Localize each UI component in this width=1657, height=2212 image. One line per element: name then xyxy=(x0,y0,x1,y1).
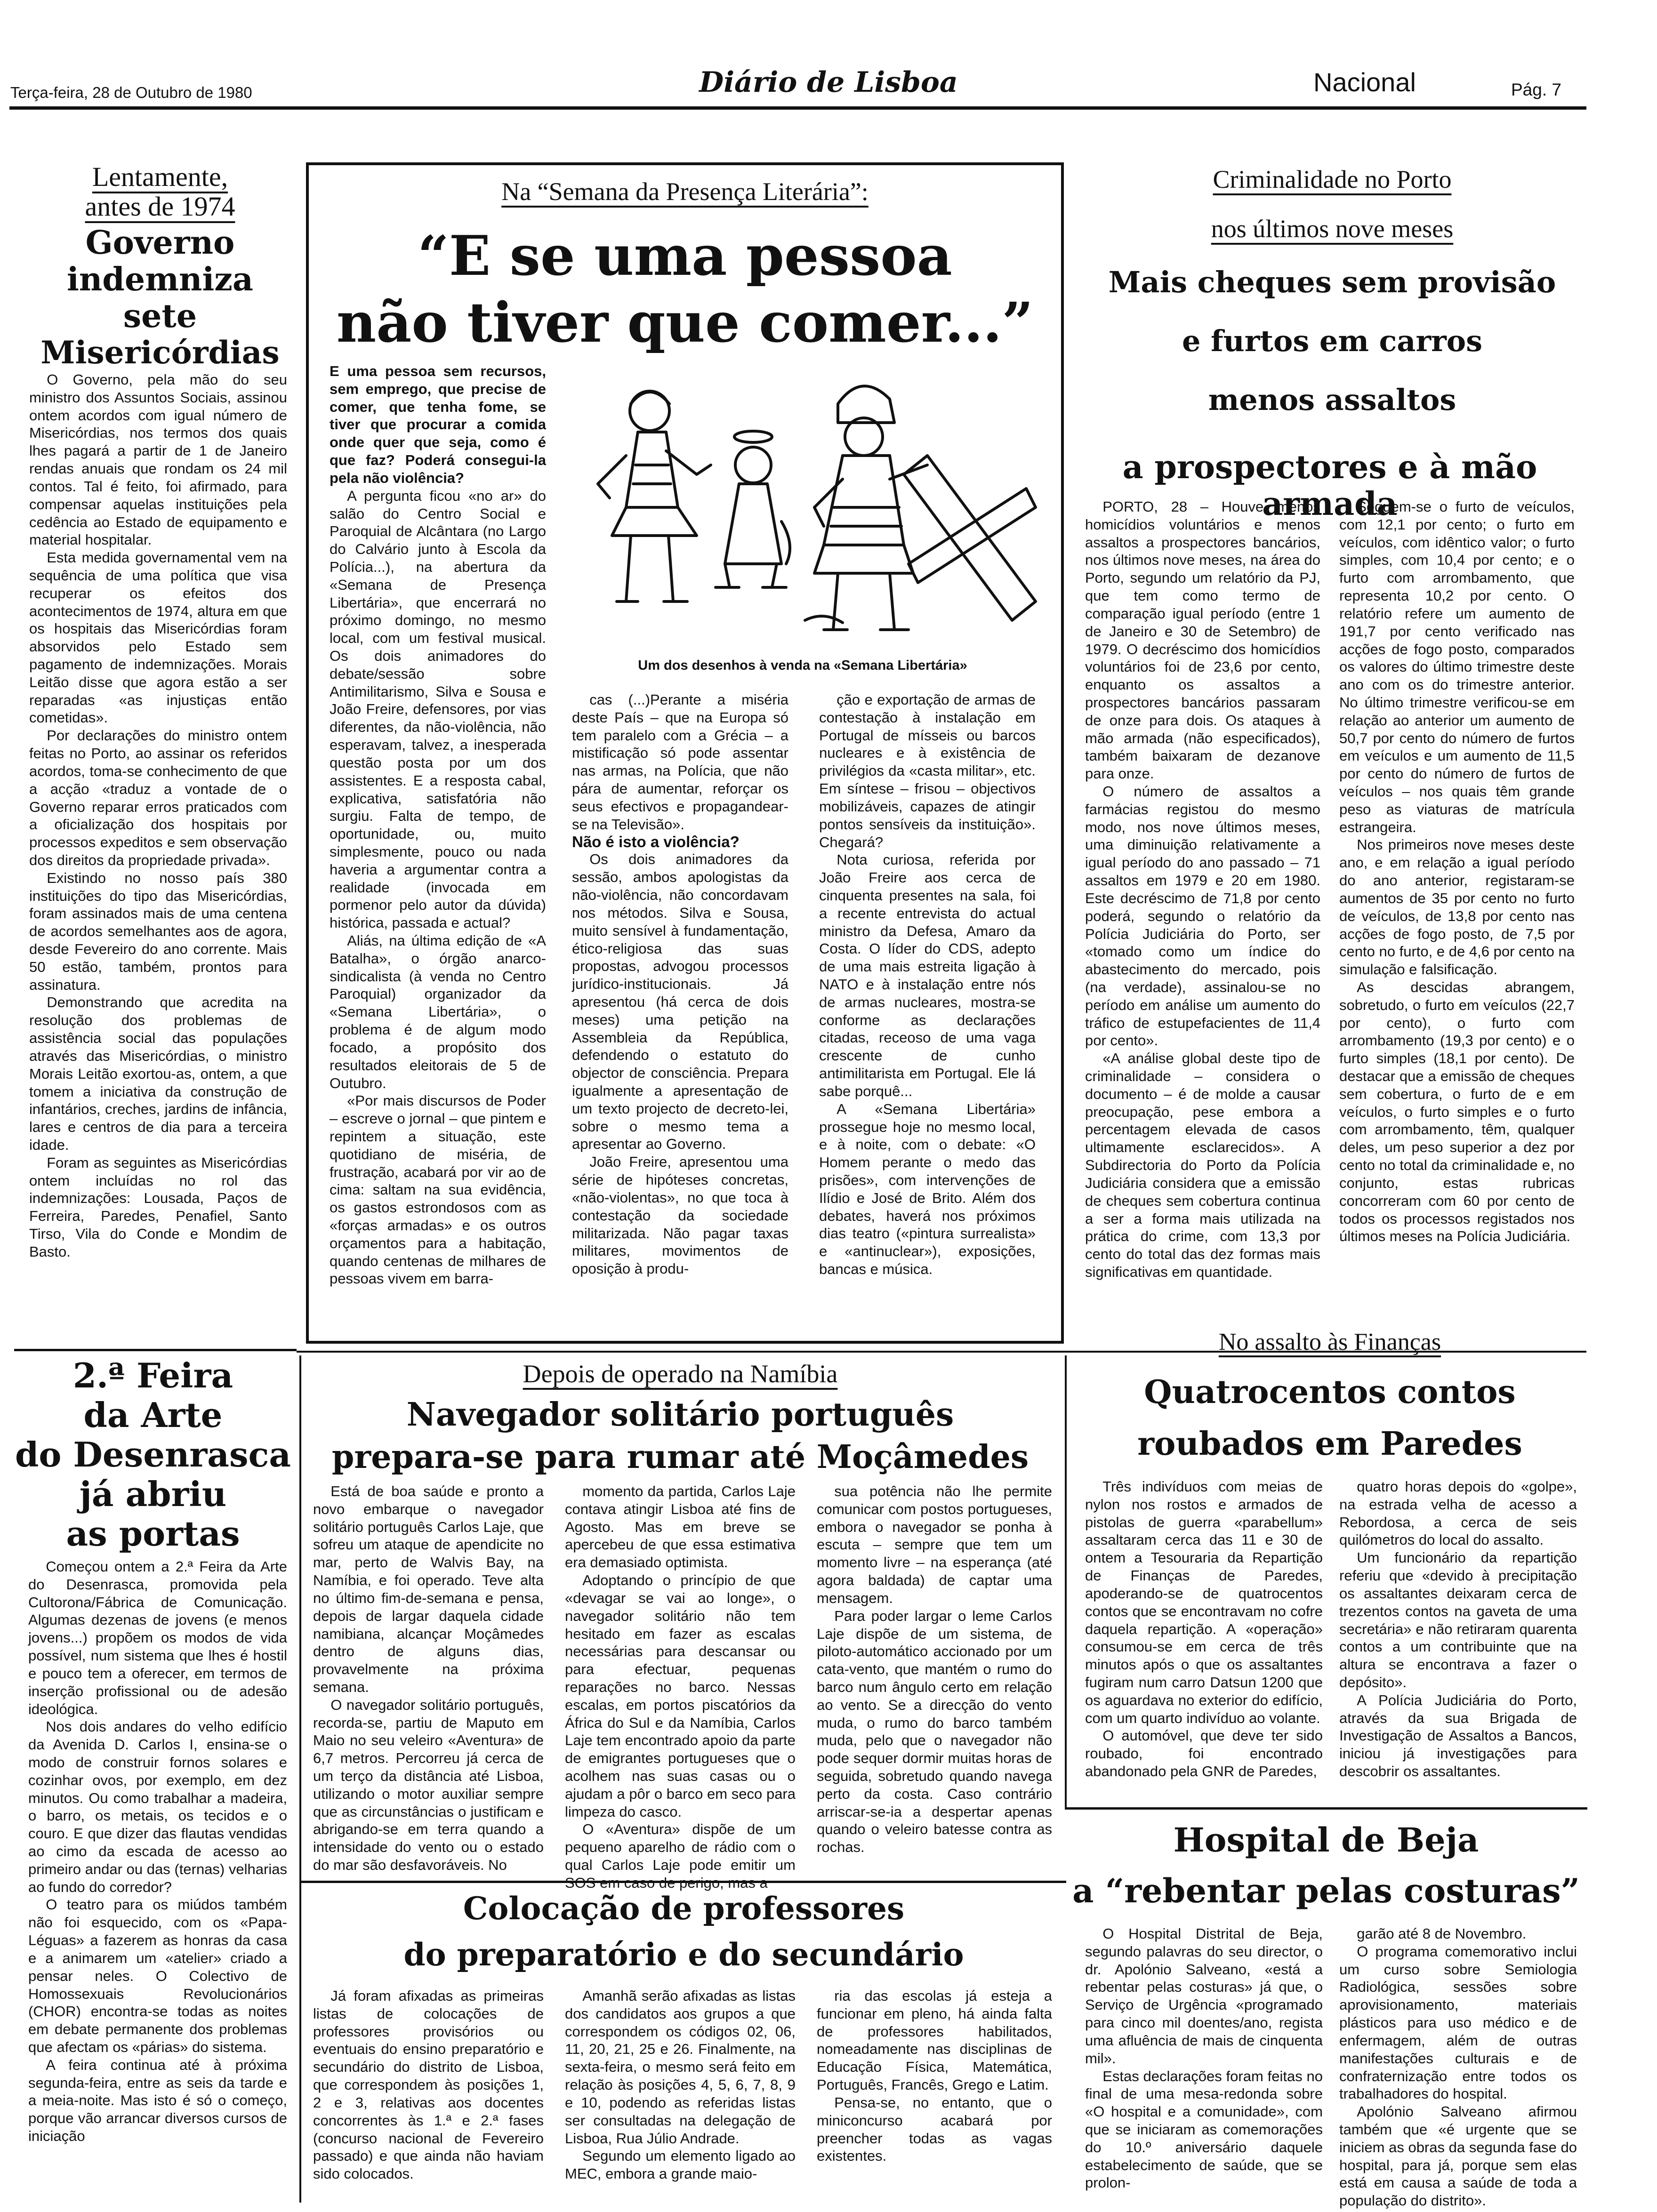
art7-paragraph: Pensa-se, no entanto, que o miniconcurso acabará por preencher todas as vagas existentes. xyxy=(817,2094,1052,2164)
art6-kicker: No assalto às Finanças xyxy=(1218,1329,1441,1355)
art7-col-2 xyxy=(565,1987,796,2204)
art3-paragraph: Nos primeiros nove meses deste ano, e em relação a igual período do ano anterior, registaram-se aumentos de 35 por cento no furto de veículos, de 13,8 por cento nas acções de fogo posto, de 7,5 por cento no furto, e de 4,6 por cento na simulação e falsificação. xyxy=(1339,836,1575,978)
art2-illustration-caption: Um dos desenhos à venda na «Semana Libertária» xyxy=(638,658,967,673)
art8-title-1: Hospital de Beja xyxy=(1173,1820,1479,1859)
art5-paragraph: sua potência não lhe permite comunicar com postos portugueses, embora o navegador se ponha à escuta – sempre que tem um momento livre – na esperança (até agora baldada) de captar uma mensagem. xyxy=(817,1483,1052,1606)
art7-col-1 xyxy=(313,1987,544,2204)
art7-paragraph: Já foram afixadas as primeiras listas de colocações de professores provisórios ou eventuais do ensino preparatório e secundário do distrito de Lisboa, que correspondem às posições 1, 2 e 3, relativas aos docentes concorrentes às 1.ª e 2.ª fases (concurso nacional de Fevereiro passado) e que ainda não haviam sido colocados. xyxy=(313,1988,544,2182)
art2-subhead: Não é isto a violência? xyxy=(572,833,740,850)
art5-paragraph: Para poder largar o leme Carlos Laje dispõe de um sistema, de piloto-automático accionado por um cata-vento, que mantém o rumo do barco num ângulo certo em relação ao vento. Se a direcção do vento muda, o rumo do barco também muda, pelo que o navegador não pode sequer dormir muitas horas de seguida, sobretudo quando navega perto da costa. Caso contrário arriscar-se-ia a despertar apenas quando o veleiro batesse contra as rochas. xyxy=(817,1607,1052,1856)
art2-title-1: “E se uma pessoa xyxy=(418,224,952,288)
art1-paragraph: Existindo no nosso país 380 instituições do tipo das Misericórdias, foram assinados mais de uma centena de acordos semelhantes aos de agora, desde Fevereiro do ano corrente. Mais 50 estão, também, prontos para assinatura. xyxy=(29,869,287,993)
art2-paragraph: A pergunta ficou «no ar» do salão do Centro Social e Paroquial de Alcântara (no Largo do Calvário junto à Escola da Polícia...), na abertura da «Semana de Presença Libertária», que encerrará no próximo domingo, no mesmo local, com um festival musical. Os dois animadores do debate/sessão sobre Antimilitarismo, Silva e Sousa e João Freire, defensores, por vias diferentes, da não-violência, não esperavam, talvez, a inesperada questão posta por um dos assistentes. E a resposta cabal, explicativa, satisfatória não surgiu. Falta de tempo, de oportunidade, ou, muito simplesmente, pouco ou nada haveria a argumentar contra a realidade (invocada em pormenor pelo autor da dúvida) histórica, passada e actual? xyxy=(330,487,546,931)
art7-title-1: Colocação de professores xyxy=(463,1890,905,1927)
art4-paragraph: A feira continua até à próxima segunda-feira, entre as seis da tarde e a meia-noite. Mas isto é só o começo, porque vão arrancar diversos cursos de iniciação xyxy=(28,2056,287,2144)
art8-paragraph: garão até 8 de Novembro. xyxy=(1357,1925,1527,1942)
art5-paragraph: Adoptando o princípio de que «devagar se vai ao longe», o navegador solitário não tem hesitado em fazer as escalas necessárias para descansar ou para efectuar, pequenas reparações no barco. Nessas escalas, em portos piscatórios da África do Sul e da Namíbia, Carlos Laje tem encontrado apoio da parte de emigrantes portugueses que o acolhem nas suas casas ou o ajudam a pôr o barco em seco para limpeza do casco. xyxy=(565,1572,796,1820)
art2-paragraph: Nota curiosa, referida por João Freire aos cerca de cinquenta presentes na sala, foi a recente entrevista do actual ministro da Defesa, Amaro da Costa. O líder do CDS, adepto de uma mais estreita ligação à NATO e à instalação entre nós de armas nucleares, mostra-se conforme as declarações citadas, receoso de uma vaga crescente de cunho antimilitarista em Portugal. Ele lá sabe porquê... xyxy=(819,851,1036,1099)
art4-paragraph: Nos dois andares do velho edifício da Avenida D. Carlos I, ensina-se o modo de construir fornos solares e cozinhar ovos, por exemplo, em dez minutos. Ou como trabalhar a madeira, o barro, os metais, os tecidos e o couro. E que dizer das flautas vendidas ao cimo da escada de acesso ao primeiro andar ou das (ternas) velharias ao fundo do corredor? xyxy=(28,1718,287,1895)
masthead-logo: Diário de Lisboa xyxy=(699,66,958,99)
art2-col-2 xyxy=(572,691,788,1331)
art1-paragraph: O Governo, pela mão do seu ministro dos Assuntos Sociais, assinou ontem acordos com igual número de Misericórdias, nos termos dos quais lhes pagará a partir de 1 de Janeiro rendas anuais que rondam os 24 mil contos. Tal é feito, foi afirmado, para compensar aquelas instituições pela cedência ao Estado de equipamento e material hospitalar. xyxy=(29,371,287,548)
art2-paragraph: Os dois animadores da sessão, ambos apologistas da não-violência, não concordavam nos métodos. Silva e Sousa, muito sensível à fundamentação, ético-religiosa das suas propostas, advogou processos jurídico-institucionais. Já apresentou (há cerca de dois meses) uma petição na Assembleia da República, defendendo o estatuto do objector de consciência. Prepara igualmente a apresentação de um texto projecto de decreto-lei, sobre o mesmo tema a apresentar ao Governo. xyxy=(572,851,788,1153)
art4-title-1: 2.ª Feira xyxy=(72,1355,233,1395)
art1-kicker-1: Lentamente, xyxy=(92,161,228,192)
art5-paragraph: O navegador solitário português, recorda-se, partiu de Maputo em Maio no seu veleiro «Aventura» de 6,7 metros. Percorreu já cerca de um terço da distância até Lisboa, utilizando o motor auxiliar sempre que as circunstâncias o justificam e abrigando-se em terra quando a intensidade do vento ou o estado do mar são desfavoráveis. No xyxy=(313,1696,544,1874)
art5-col-2 xyxy=(565,1483,796,1874)
art1-title-1: Governo xyxy=(85,224,235,262)
art5-paragraph: O «Aventura» dispõe de um pequeno aparelho de rádio com o qual Carlos Laje pode emitir um xyxy=(565,1821,796,1874)
art6-paragraph: A Polícia Judiciária do Porto, através da sua Brigada de Investigação de Assaltos a Bancos, iniciou já investigações para descobrir os assaltantes. xyxy=(1339,1691,1577,1779)
art5-paragraph: momento da partida, Carlos Laje contava atingir Lisboa até fins de Agosto. Mas em breve se apercebeu de que essa estimativa era demasiado optimista. xyxy=(565,1483,796,1571)
art8-paragraph: O Hospital Distrital de Beja, segundo palavras do seu director, o dr. Apolónio Salveano, «está a rebentar pelas costuras» já que, o Serviço de Urgência «programado para cinco mil doentes/ano, regista uma afluência de mais de cinquenta mil». xyxy=(1085,1925,1323,2067)
art3-title-1: Mais cheques sem provisão xyxy=(1108,265,1556,299)
art7-paragraph: Amanhã serão afixadas as listas dos candidatos aos grupos a que correspondem os códigos 02, 06, 11, 20, 21, 25 e 26. Finalmente, na sexta-feira, o mesmo será feito em relação às posições 4, 5, 6, 7, 8, 9 e 10, podendo as referidas listas ser consultadas na delegação de Lisboa, Rua Júlio Andrade. xyxy=(565,1988,796,2147)
art8-top-rule xyxy=(1065,1807,1587,1810)
art4-title-4: já abriu xyxy=(79,1474,227,1514)
art1-title-2: indemniza xyxy=(67,261,253,298)
art8-paragraph: O programa comemorativo inclui um curso sobre Semiologia Radiológica, sessões sobre aprovisionamento, materiais plásticos para uso médico e de enfermagem, além de outras manifestações culturais e de confraternização entre todos os trabalhadores do hospital. xyxy=(1339,1943,1577,2102)
art7-paragraph: ria das escolas já esteja a funcionar em pleno, há ainda falta de professores habilitados, nomeadamente nas disciplinas de Educação Física, Matemática, Português, Francês, Grego e Latim. xyxy=(817,1988,1052,2093)
art6-paragraph: Um funcionário da repartição referiu que «devido à precipitação os assaltantes deixaram cerca de trezentos contos na gaveta de uma secretária» e não retiraram quarenta contos a um contribuinte que na altura se encontrava a fazer o depósito». xyxy=(1339,1549,1577,1691)
art4-paragraph: O teatro para os miúdos também não foi esquecido, com os «Papa-Léguas» a fazerem as honras da casa e a animarem um «atelier» criado a pensar neles. O Colectivo de Homossexuais Revolucionários (CHOR) encontra-se todas as noites em debate permanente dos problemas que afectam os «párias» do sistema. xyxy=(28,1896,287,2055)
art1-title-4: Misericórdias xyxy=(40,334,280,371)
art2-paragraph: ção e exportação de armas de contestação à instalação em Portugal de mísseis ou barcos nucleares e à existência de privilégios da «casta militar», etc. Em síntese – frisou – objectivos mobilizáveis, capazes de atingir pontos sensíveis da instituição». Chegará? xyxy=(819,691,1036,850)
art3-paragraph: PORTO, 28 – Houve menos homicídios voluntários e menos assaltos a prospectores bancários, nos últimos nove meses, na área do Porto, segundo um relatório da PJ, que tem como termo de comparação igual período (entre 1 de Janeiro e 30 de Setembro) de 1979. O decréscimo dos homicídios voluntários foi de 23,6 por cento, enquanto os assaltos a prospectores bancários passaram de onze para dois. Os ataques à mão armada (não especificados), também baixaram de dezanove para onze. xyxy=(1085,498,1320,782)
art5-kicker: Depois de operado na Namíbia xyxy=(523,1360,838,1388)
art6-paragraph: O automóvel, que deve ter sido roubado, foi encontrado abandonado pela GNR de Paredes, xyxy=(1085,1727,1323,1779)
art3-col-1 xyxy=(1085,498,1320,1322)
column-divider-left xyxy=(299,1355,301,2203)
art8-title-2: a “rebentar pelas costuras” xyxy=(1072,1871,1580,1910)
art1-paragraph: Foram as seguintes as Misericórdias ontem incluídas no rol das indemnizações: Lousada, Paços de Ferreira, Paredes, Penafiel, Santo Tirso, Vila do Conde e Mondim de Basto. xyxy=(29,1154,287,1260)
art3-kicker-1: Criminalidade no Porto xyxy=(1213,165,1452,193)
art6-title-1: Quatrocentos contos xyxy=(1144,1373,1516,1411)
art3-title-4: a prospectores e à mão armada xyxy=(1122,449,1537,523)
art3-title-3: menos assaltos xyxy=(1208,383,1456,417)
art5-paragraph: Está de boa saúde e pronto a novo embarque o navegador solitário português Carlos Laje, que sofreu um ataque de apendicite no mar, perto de Walvis Bay, na Namíbia, e foi operado. Teve alta no último fim-de-semana e pensa, depois de largar daquela cidade namibiana, alcançar Moçâmedes dentro de alguns dias, provavelmente na próxima semana. xyxy=(313,1483,544,1695)
masthead-rule xyxy=(9,106,1586,110)
art2-lead: E uma pessoa sem recursos, sem emprego, que precise de comer, que tenha fome, se tiver que procurar a comida onde quer que seja, como é que faz? Poderá consegui-la pela não violência? xyxy=(330,363,546,486)
art1-title-3: sete xyxy=(123,297,197,335)
art3-paragraph: Seguem-se o furto de veículos, com 12,1 por cento; o furto em veículos, com idêntico valor; o furto simples, com 10,4 por cento; e o furto com arrombamento, que representa 10,2 por cento. O relatório refere um aumento de 191,7 por cento verificado nas acções de fogo posto, comparados os valores do último trimestre deste ano com os do trimestre anterior. No último trimestre verificou-se em relação ao anterior um aumento de 50,7 por cento do número de furtos em veículos e um aumento de 11,5 por cento do número de furtos de veículos – nos quais têm grande peso as viaturas de matrícula estrangeira. xyxy=(1339,498,1575,835)
art6-title-2: roubados em Paredes xyxy=(1137,1425,1522,1463)
art1-kicker-2: antes de 1974 xyxy=(85,191,235,222)
art6-col-2 xyxy=(1339,1478,1577,1803)
art6-paragraph: Três indivíduos com meias de nylon nos rostos e armados de pistolas de guerra «parabellum» assaltaram cerca das 11 e 30 de ontem a Tesouraria da Repartição de Finanças de Paredes, apoderando-se de quatrocentos contos que se encontravam no cofre daquela repartição. A «operação» consumou-se em cerca de três minutos após o que os assaltantes fugiram num carro Datsun 1200 que os aguardava no exterior do edifício, com um quarto indivíduo ao volante. xyxy=(1085,1478,1323,1726)
art3-paragraph: O número de assaltos a farmácias registou do mesmo modo, nos nove últimos meses, uma diminuição relativamente a igual período do ano passado – 71 assaltos em 1979 e 20 em 1980. Este decréscimo de 71,8 por cento poderá, segundo o relatório da Polícia Judiciária do Porto, ser «tomado como um índice do abastecimento do mercado, pois (na verdade), assinalou-se no período em análise um aumento do tráfico de estupefacientes de 11,4 por cento». xyxy=(1085,783,1320,1049)
art1-paragraph: Demonstrando que acredita na resolução dos problemas de assistência social das populações através das Misericórdias, o ministro Morais Leitão exortou-as, ontem, a que tomem a iniciativa da construção de infantários, creches, jardins de infância, lares e centros de dia para a terceira idade. xyxy=(29,994,287,1153)
art1-paragraph: Esta medida governamental vem na sequência de uma política que visa recuperar os efeitos dos acontecimentos de 1974, altura em que os hospitais das Misericórdias foram absorvidos pelo Estado sem pagamento de indemnizações. Morais Leitão disse que agora estão a ser reparadas «as injustiças então cometidas». xyxy=(29,549,287,726)
art2-paragraph: A «Semana Libertária» prossegue hoje no mesmo local, e à noite, com o debate: «O Homem perante o medo das prisões», com intervenções de Ilídio e José de Brito. Além dos debates, haverá nos próximos dias teatro («pintura surrealista» e «antinuclear»), exposições, bancas e música. xyxy=(819,1100,1036,1277)
art5-title-1: Navegador solitário português xyxy=(406,1396,954,1434)
column-divider-right xyxy=(1065,1355,1067,1807)
art2-kicker: Na “Semana da Presença Literária”: xyxy=(501,177,869,206)
section-name: Nacional xyxy=(1313,67,1416,97)
art2-cartoon-illustration xyxy=(560,366,1045,649)
art6-paragraph: quatro horas depois do «golpe», na estrada velha de acesso a Rebordosa, a cerca de seis quilómetros do local do assalto. xyxy=(1339,1478,1577,1548)
art4-title-3: do Desenrasca xyxy=(15,1435,291,1475)
art4-body xyxy=(28,1558,287,2203)
art3-paragraph: As descidas abrangem, sobretudo, o furto em veículos (22,7 por cento), o furto com arrombamento (19,3 por cento) e o furto simples (18,1 por cento). De destacar que a emissão de cheques sem cobertura, o furto de e em veículos, o furto simples e o furto com arrombamento, têm, qualquer deles, um peso superior a dez por cento no total da criminalidade e, no conjunto, estas rubricas concorreram com 60 por cento de todos os processos registados nos últimos meses na Polícia Judiciária. xyxy=(1339,978,1575,1245)
art3-title-2: e furtos em carros xyxy=(1182,324,1483,358)
page-number: Pág. 7 xyxy=(1511,80,1561,99)
art4-title-5: as portas xyxy=(66,1514,240,1554)
art7-col-3 xyxy=(817,1987,1052,2204)
art4-top-rule xyxy=(14,1349,297,1351)
art6-col-1 xyxy=(1085,1478,1323,1803)
art2-paragraph: cas (...)Perante a miséria deste País – que na Europa só tem paralelo com a Grécia – a mistificação só pode assentar nas armas, na Polícia, que não pára de aumentar, reforçar os seus efectivos e propagandear-se na Televisão». xyxy=(572,691,788,833)
art2-paragraph: João Freire, apresentou uma série de hipóteses concretas, «não-violentas», no que toca à contestação da sociedade militarizada. Não pagar taxas militares, movimentos de oposição à produ- xyxy=(572,1154,788,1277)
art2-col-1 xyxy=(330,362,546,1332)
art8-col-1 xyxy=(1085,1925,1323,2205)
art4-paragraph: Começou ontem a 2.ª Feira da Arte do Desenrasca, promovida pela Cultorona/Fábrica de Comunicação. Algumas dezenas de jovens (e menos jovens...) propõem os modos de vida possível, num sistema que lhes é hostil e pouco tem a oferecer, em termos de inserção profissional ou de adesão ideológica. xyxy=(28,1558,287,1717)
art5-title-2: prepara-se para rumar até Moçâmedes xyxy=(331,1438,1029,1476)
art5-col-1 xyxy=(313,1483,544,1874)
art2-paragraph: «Por mais discursos de Poder – escreve o jornal – que pintem e repintem a situação, este quotidiano de miséria, de frustração, acabará por vir ao de cima: saltam na sua evidência, os gastos estrondosos com as «forças armadas» e os outros orçamentos para a habitação, quando centenas de milhares de pessoas vivem em barra- xyxy=(330,1092,546,1287)
art2-title-2: não tiver que comer...” xyxy=(336,291,1034,355)
art8-paragraph: Estas declarações foram feitas no final de uma mesa-redonda sobre «O hospital e a comunidade», com que se iniciaram as comemorações do 10.º aniversário daquele estabelecimento de saúde, que se prolon- xyxy=(1085,2068,1323,2191)
art8-paragraph: Apolónio Salveano afirmou também que «é urgente que se iniciem as obras da segunda fase do hospital, para já, porque sem elas está em causa a saúde de toda a população do distrito». xyxy=(1339,2103,1577,2209)
art2-col-3 xyxy=(819,691,1036,1331)
art3-paragraph: «A análise global deste tipo de criminalidade – considera o documento – é de molde a causar preocupação, pese embora a percentagem elevada de casos ultimamente esclarecidos». A Subdirectoria do Porto da Polícia Judiciária considera que a emissão de cheques sem cobertura continua a ser a forma mais utilizada na prática do crime, com 13,3 por cento do total das dez formas mais significativas em quantidade. xyxy=(1085,1050,1320,1280)
art7-paragraph: Segundo um elemento ligado ao MEC, embora a grande maio- xyxy=(565,2148,796,2182)
art7-title-2: do preparatório e do secundário xyxy=(403,1936,964,1973)
masthead-date: Terça-feira, 28 de Outubro de 1980 xyxy=(10,84,252,101)
art8-col-2 xyxy=(1339,1925,1577,2209)
art3-kicker-2: nos últimos nove meses xyxy=(1211,215,1454,243)
art2-paragraph: Aliás, na última edição de «A Batalha», o órgão anarco-sindicalista (à venda no Centro Paroquial) organizador da «Semana Libertária», o problema é de algum modo focado, a propósito dos resultados eleitorais de 5 de Outubro. xyxy=(330,932,546,1091)
art7-top-rule xyxy=(301,1881,1066,1883)
art4-title-2: da Arte xyxy=(83,1395,223,1435)
art1-paragraph: Por declarações do ministro ontem feitas no Porto, ao assinar os referidos acordos, toma-se conhecimento de que a acção «traduz a vontade de o Governo reparar erros praticados com a oficialização dos hospitais por processos expeditos e sem observação dos direitos da propriedade privada». xyxy=(29,727,287,868)
art5-col-3 xyxy=(817,1483,1052,1868)
art1-body xyxy=(29,371,287,1336)
art3-col-2 xyxy=(1339,498,1575,1322)
